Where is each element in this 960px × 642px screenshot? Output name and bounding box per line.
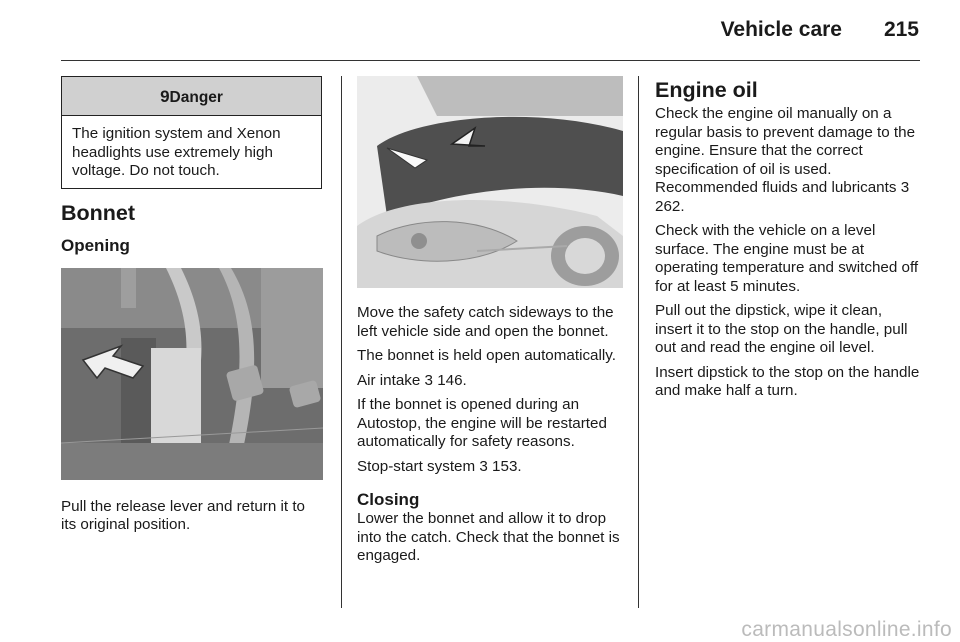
engine-oil-p4: Insert dipstick to the stop on the handle and make half a turn. <box>655 363 920 399</box>
danger-title: Danger <box>169 89 223 106</box>
open-bonnet-illustration <box>357 76 623 288</box>
bonnet-heading: Bonnet <box>61 200 136 225</box>
column-3 <box>655 76 923 401</box>
column-divider-2 <box>638 76 639 608</box>
air-intake-ref <box>357 372 623 391</box>
page-header <box>0 0 960 62</box>
stopstart-page-link[interactable]: 3 153. <box>479 457 522 475</box>
danger-symbol: 9 <box>160 87 170 106</box>
air-intake-page-link[interactable]: 3 146. <box>424 371 467 389</box>
closing-text: Lower the bonnet and allow it to drop into the catch. Check that the bonnet is engaged. <box>357 510 620 564</box>
fluids-page-link[interactable]: 3 262. <box>655 179 910 215</box>
column-2 <box>357 76 623 566</box>
held-text: The bonnet is held open automatically. <box>357 347 616 364</box>
engine-oil-p1 <box>655 105 923 216</box>
header-rule <box>61 60 920 61</box>
engine-oil-p1-text: Check the engine oil manually on a regular basis to prevent damage to the engine. Ensure that the correct specification of oil is used. Recommended fluids and lubricants <box>655 105 916 196</box>
column-divider-1 <box>341 76 342 608</box>
page-number: 215 <box>883 18 919 41</box>
danger-box <box>61 76 322 189</box>
section-title: Vehicle care <box>720 18 842 41</box>
release-lever-illustration <box>61 268 323 480</box>
column-1 <box>61 76 323 535</box>
pull-text: Pull the release lever and return it to its original position. <box>61 497 305 533</box>
autostop-text: If the bonnet is opened during an Autostop, the engine will be restarted automatically for safety reasons. <box>357 396 607 450</box>
danger-text: The ignition system and Xenon headlights use extremely high voltage. Do not touch. <box>72 125 281 179</box>
opening-heading: Opening <box>61 235 130 255</box>
watermark: carmanualsonline.info <box>741 618 952 641</box>
closing-heading: Closing <box>357 490 420 509</box>
stopstart-ref <box>357 458 623 477</box>
engine-oil-heading: Engine oil <box>655 78 758 102</box>
air-intake-label: Air intake <box>357 371 421 389</box>
move-text: Move the safety catch sideways to the left vehicle side and open the bonnet. <box>357 304 614 340</box>
danger-header <box>62 77 321 116</box>
engine-oil-p2: Check with the vehicle on a level surface. The engine must be at operating temperature and switched off for at least 5 minutes. <box>655 222 919 295</box>
engine-oil-p3: Pull out the dipstick, wipe it clean, insert it to the stop on the handle, pull out and read the engine oil level. <box>655 302 908 356</box>
stopstart-label: Stop-start system <box>357 457 476 475</box>
